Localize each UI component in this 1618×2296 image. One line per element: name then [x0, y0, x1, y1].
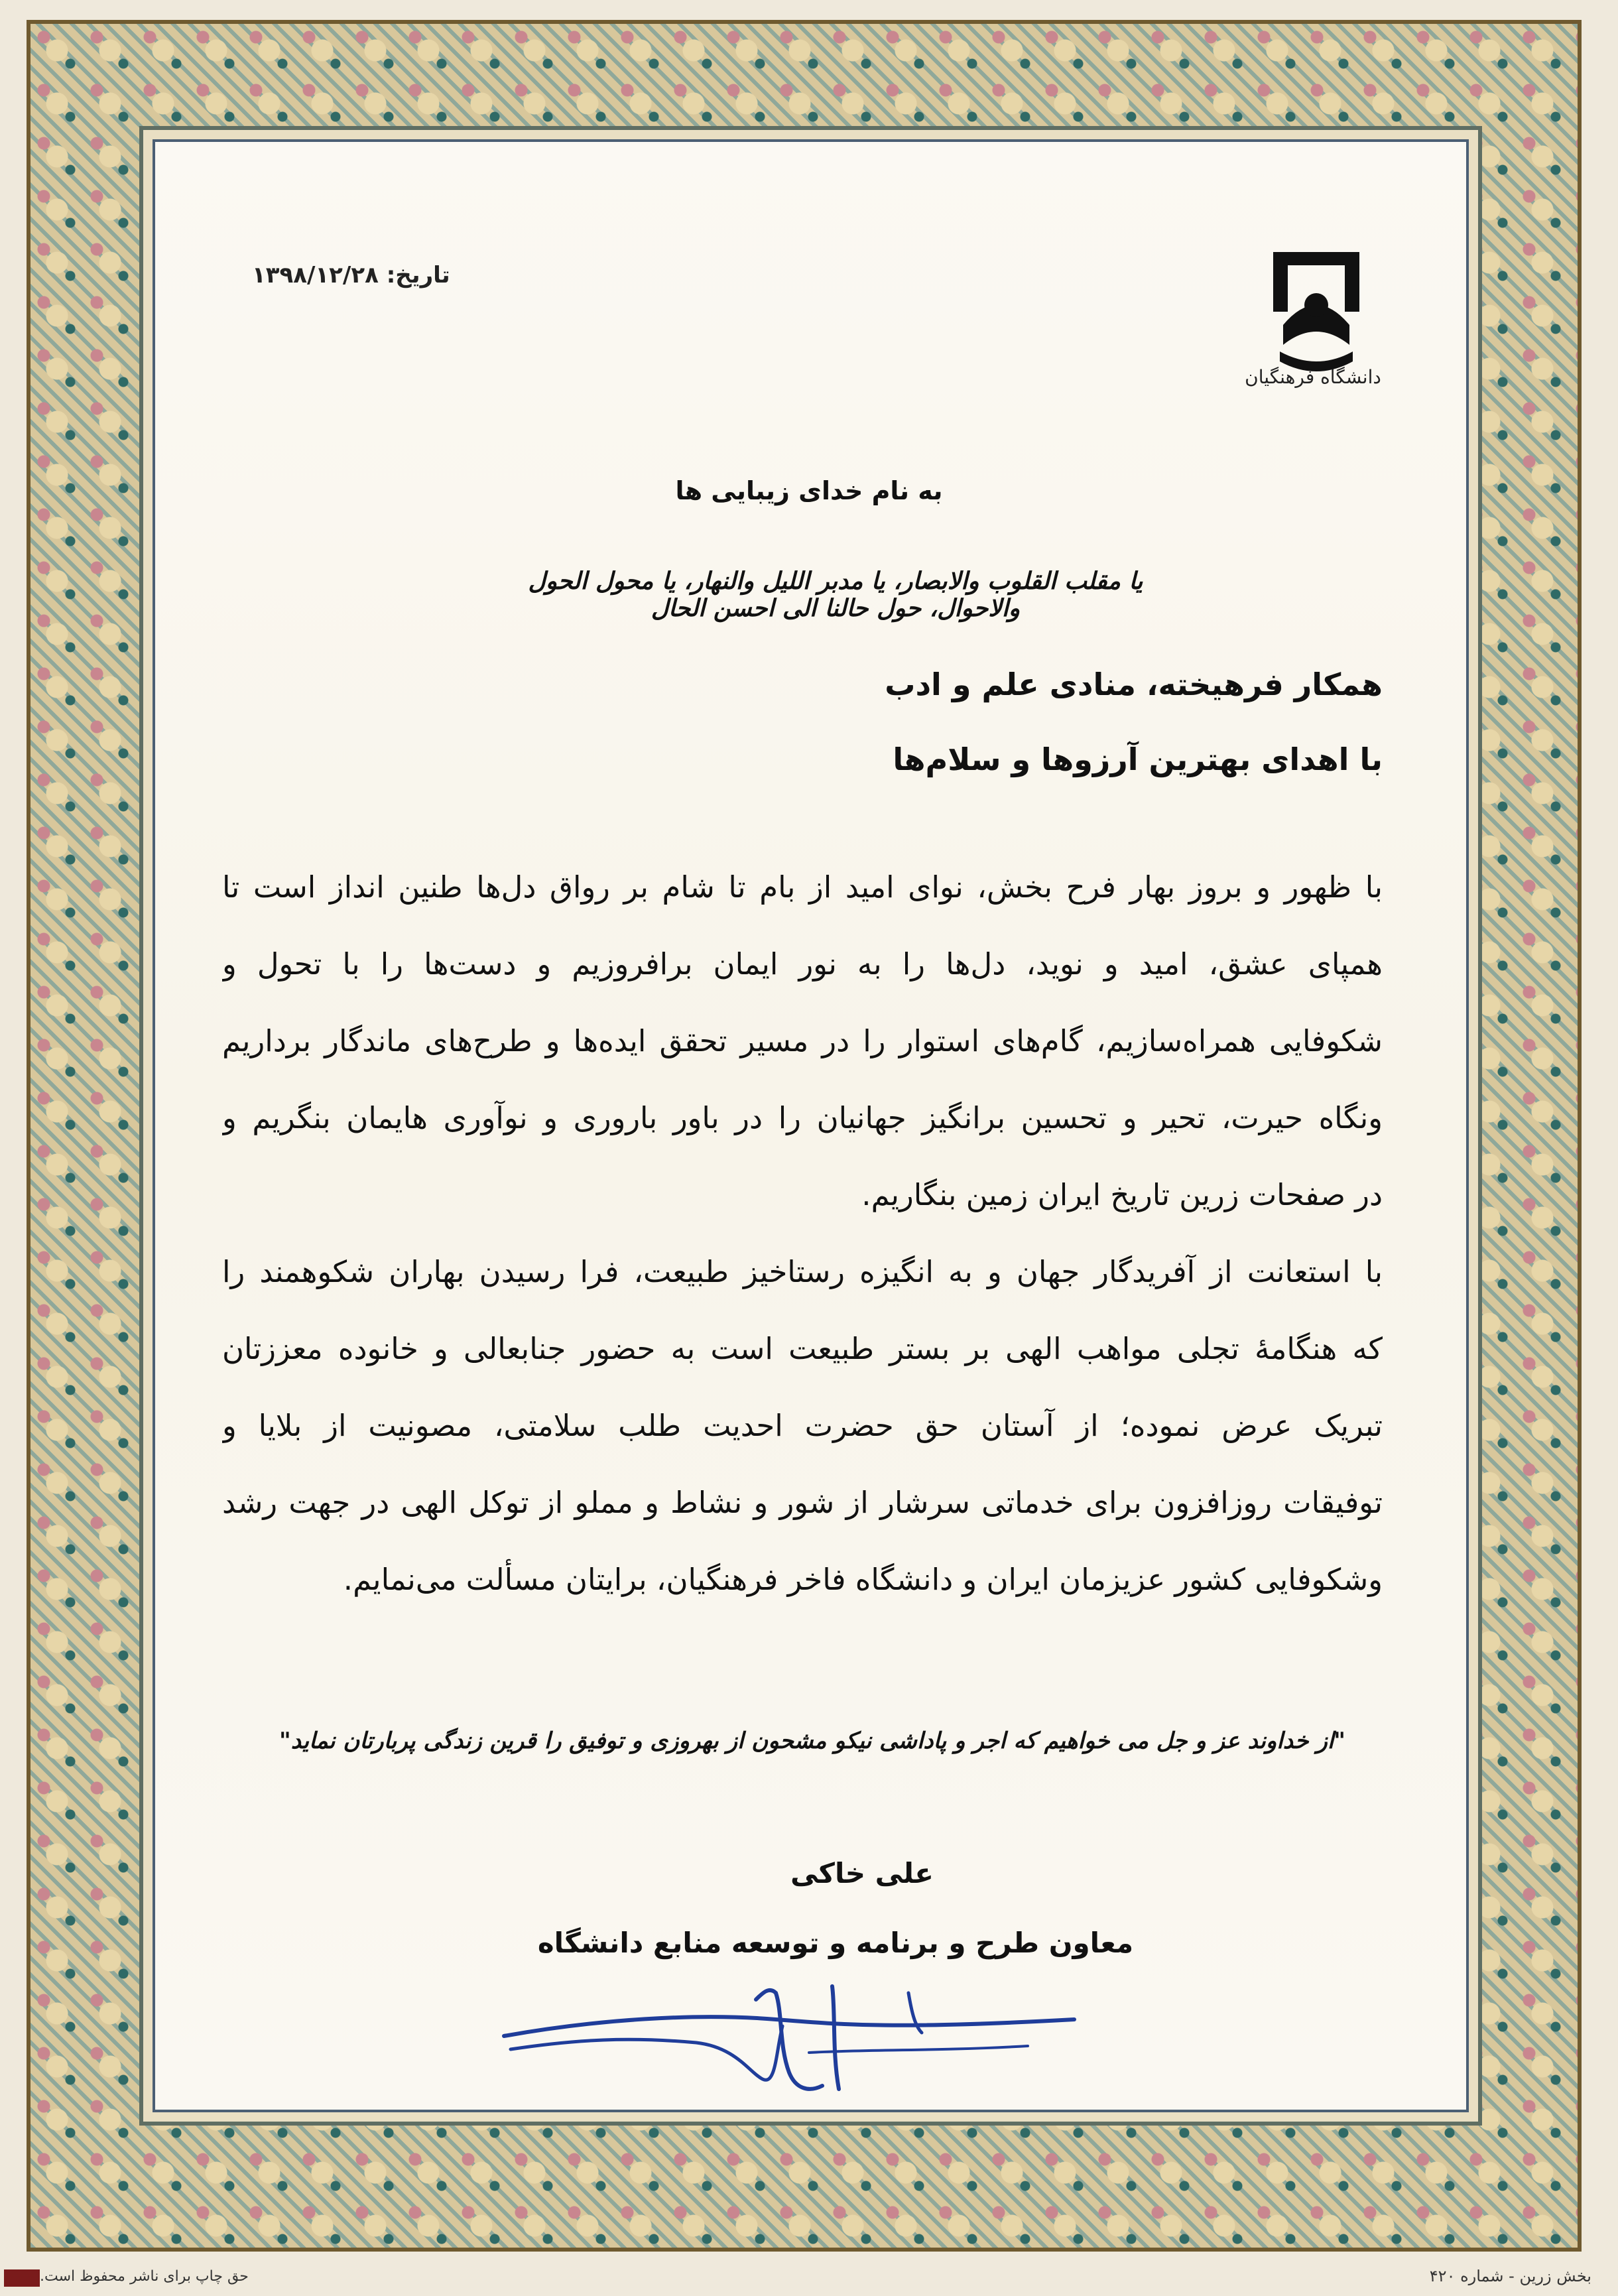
footer-issue: بخش زرین - شماره ۴۲۰: [1429, 2267, 1591, 2285]
date-label: تاریخ:: [386, 262, 450, 288]
signer-name: علی خاکی: [790, 1857, 934, 1889]
publisher-mark: [4, 2269, 40, 2287]
body-line: با استعانت از آفریدگار جهان و به انگیزه رستاخیز طبیعت، فرا رسیدن بهاران شکوهمند را: [222, 1254, 1383, 1289]
bismillah-heading: به نام خدای زیبایی ها: [675, 476, 943, 505]
closing-prayer: "از خداوند عز و جل می خواهیم که اجر و پاداشی نیکو مشحون از بهروزی و توفیق را قرین زندگی پربارتان نماید": [279, 1728, 1345, 1754]
footer-copyright: حق چاپ برای ناشر محفوظ است.: [40, 2268, 249, 2285]
letter-body: [222, 849, 1383, 1618]
greeting-line-1: همکار فرهیخته، منادی علم و ادب: [885, 667, 1383, 702]
date-line: [252, 262, 491, 288]
body-line: تبریک عرض نموده؛ از آستان حق حضرت احدیت طلب سلامتی، مصونیت از بلایا و: [222, 1408, 1383, 1443]
handwritten-signature: [497, 1973, 1081, 2099]
body-line: در صفحات زرین تاریخ ایران زمین بنگاریم.: [861, 1177, 1383, 1212]
body-line: وشکوفایی کشور عزیزمان ایران و دانشگاه فاخر فرهنگیان، برایتان مسألت می‌نمایم.: [343, 1562, 1383, 1597]
body-line: ونگاه حیرت، تحیر و تحسین برانگیز جهانیان را در باور باروری و نوآوری هایمان بنگریم و: [222, 1100, 1383, 1135]
logo-caption: دانشگاه فرهنگیان: [1245, 366, 1381, 388]
body-line: توفیقات روزافزون برای خدماتی سرشار از شور و نشاط و مملو از توکل الهی در جهت رشد: [222, 1485, 1383, 1520]
body-line: که هنگامهٔ تجلی مواهب الهی بر بستر طبیعت است به حضور جنابعالی و خانوده معززتان: [222, 1331, 1383, 1366]
body-line: با ظهور و بروز بهار فرح بخش، نوای امید از بام تا شام بر رواق دل‌ها طنین انداز است تا: [222, 869, 1383, 905]
greeting-line-2: با اهدای بهترین آرزوها و سلام‌ها: [893, 741, 1383, 777]
date-value: ۱۳۹۸/۱۲/۲۸: [252, 262, 379, 288]
invocation-line: یا مقلب القلوب والابصار، یا مدبر اللیل والنهار، یا محول الحول والاحوال، حول حالنا الی احسن الحال: [528, 568, 1143, 622]
body-line: همپای عشق، امید و نوید، دل‌ها را به نور ایمان برافروزیم و دست‌ها را با تحول و: [222, 946, 1383, 982]
body-line: شکوفایی همراه‌سازیم، گام‌های استوار را در مسیر تحقق ایده‌ها و طرح‌های ماندگار برداریم: [222, 1023, 1383, 1058]
signer-title: معاون طرح و برنامه و توسعه منابع دانشگاه: [537, 1927, 1134, 1959]
